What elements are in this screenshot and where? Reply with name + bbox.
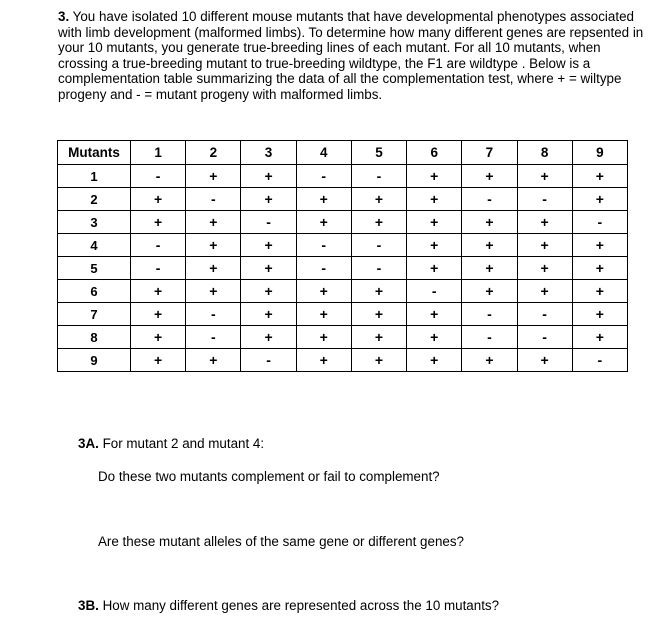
table-cell: + <box>462 349 517 372</box>
table-cell: + <box>241 303 296 326</box>
table-cell: + <box>517 234 572 257</box>
question-3a-sub1: Do these two mutants complement or fail to complement? <box>98 469 440 484</box>
column-header: 8 <box>517 141 572 165</box>
table-cell: + <box>572 165 627 188</box>
table-cell: + <box>462 257 517 280</box>
table-cell: - <box>462 188 517 211</box>
table-cell: + <box>407 165 462 188</box>
table-cell: - <box>517 326 572 349</box>
table-cell: - <box>131 165 186 188</box>
table-cell: + <box>186 234 241 257</box>
table-cell: + <box>186 211 241 234</box>
table-row <box>58 303 628 326</box>
table-row <box>58 349 628 372</box>
table-cell: + <box>462 211 517 234</box>
question-intro-text: You have isolated 10 different mouse mutants that have developmental phenotypes associated with limb development (malformed limbs). To determine how many different genes are repsented in your 10 mutants, you generate true-breeding lines of each mutant. For all 10 mutants, when crossing a true-breeding mutant to true-breeding wildtype, the F1 are wildtype . Below is a complementation table summarizing the data of all the complementation test, where + = wiltype progeny and - = mutant progeny with malformed limbs. <box>58 9 644 102</box>
table-cell: - <box>572 211 627 234</box>
table-cell: + <box>517 280 572 303</box>
table-cell: + <box>572 234 627 257</box>
table-cell: + <box>462 280 517 303</box>
table-cell: + <box>296 211 351 234</box>
column-header: 5 <box>351 141 406 165</box>
table-cell: + <box>131 188 186 211</box>
column-header: 2 <box>186 141 241 165</box>
table-cell: - <box>517 303 572 326</box>
table-body <box>58 165 628 372</box>
table-cell: + <box>241 326 296 349</box>
table-cell: - <box>407 280 462 303</box>
table-cell: + <box>296 280 351 303</box>
table-header-row <box>58 141 628 165</box>
table-row <box>58 257 628 280</box>
table-cell: + <box>407 211 462 234</box>
table-cell: + <box>351 188 406 211</box>
table-cell: + <box>241 165 296 188</box>
column-header: 4 <box>296 141 351 165</box>
table-cell: + <box>131 303 186 326</box>
table-cell: + <box>241 234 296 257</box>
column-header: 7 <box>462 141 517 165</box>
table-cell: + <box>131 280 186 303</box>
table-cell: + <box>572 326 627 349</box>
table-cell: + <box>407 326 462 349</box>
table-cell: + <box>296 188 351 211</box>
table-cell: + <box>351 349 406 372</box>
table-cell: + <box>351 280 406 303</box>
table-cell: - <box>296 257 351 280</box>
column-header: 9 <box>572 141 627 165</box>
row-header: 9 <box>58 349 131 372</box>
table-cell: + <box>186 257 241 280</box>
row-header: 3 <box>58 211 131 234</box>
question-3a-label: 3A. <box>78 436 99 451</box>
table-row <box>58 280 628 303</box>
table-cell: + <box>517 211 572 234</box>
table-cell: - <box>462 326 517 349</box>
table-cell: + <box>407 188 462 211</box>
table-cell: - <box>186 326 241 349</box>
row-header: 4 <box>58 234 131 257</box>
question-3a-sub2: Are these mutant alleles of the same gene or different genes? <box>98 534 464 549</box>
column-header: 1 <box>131 141 186 165</box>
table-cell: + <box>351 211 406 234</box>
question-3a-text: For mutant 2 and mutant 4: <box>102 436 265 451</box>
table-cell: - <box>296 165 351 188</box>
table-cell: + <box>131 349 186 372</box>
table-cell: + <box>186 349 241 372</box>
row-header: 7 <box>58 303 131 326</box>
table-cell: + <box>131 326 186 349</box>
table-row <box>58 326 628 349</box>
column-header: 3 <box>241 141 296 165</box>
table-cell: + <box>462 165 517 188</box>
row-header: 8 <box>58 326 131 349</box>
table-corner-header: Mutants <box>58 141 131 165</box>
table-cell: + <box>296 349 351 372</box>
table-cell: + <box>351 326 406 349</box>
table-cell: - <box>351 165 406 188</box>
table-cell: + <box>462 234 517 257</box>
complementation-table <box>57 140 628 372</box>
table-cell: - <box>351 257 406 280</box>
question-3b-text: How many different genes are represented across the 10 mutants? <box>102 598 500 613</box>
question-number: 3. <box>58 9 70 24</box>
table-cell: + <box>407 303 462 326</box>
table-cell: + <box>517 165 572 188</box>
table-cell: - <box>131 234 186 257</box>
row-header: 2 <box>58 188 131 211</box>
table-cell: + <box>517 349 572 372</box>
table-cell: + <box>186 165 241 188</box>
column-header: 6 <box>407 141 462 165</box>
row-header: 1 <box>58 165 131 188</box>
row-header: 6 <box>58 280 131 303</box>
table-row <box>58 165 628 188</box>
table-cell: - <box>186 188 241 211</box>
question-intro <box>58 9 648 103</box>
table-cell: - <box>131 257 186 280</box>
table-cell: - <box>517 188 572 211</box>
table-cell: - <box>186 303 241 326</box>
table-cell: + <box>572 303 627 326</box>
table-row <box>58 211 628 234</box>
table-cell: + <box>407 234 462 257</box>
table-row <box>58 234 628 257</box>
table-row <box>58 188 628 211</box>
table-cell: + <box>241 188 296 211</box>
table-cell: - <box>296 234 351 257</box>
table-cell: + <box>572 280 627 303</box>
table-cell: + <box>296 303 351 326</box>
table-cell: + <box>296 326 351 349</box>
table-cell: + <box>517 257 572 280</box>
table-cell: - <box>351 234 406 257</box>
table-cell: + <box>407 349 462 372</box>
table-cell: - <box>241 211 296 234</box>
question-3b-label: 3B. <box>78 598 99 613</box>
table-cell: - <box>241 349 296 372</box>
table-cell: - <box>462 303 517 326</box>
table-cell: + <box>572 188 627 211</box>
table-cell: + <box>241 257 296 280</box>
table-cell: + <box>572 257 627 280</box>
table-cell: + <box>241 280 296 303</box>
table-cell: + <box>186 280 241 303</box>
table-cell: - <box>572 349 627 372</box>
table-cell: + <box>131 211 186 234</box>
question-3b <box>78 598 499 613</box>
row-header: 5 <box>58 257 131 280</box>
question-3a <box>78 436 264 451</box>
table-cell: + <box>351 303 406 326</box>
table-cell: + <box>407 257 462 280</box>
